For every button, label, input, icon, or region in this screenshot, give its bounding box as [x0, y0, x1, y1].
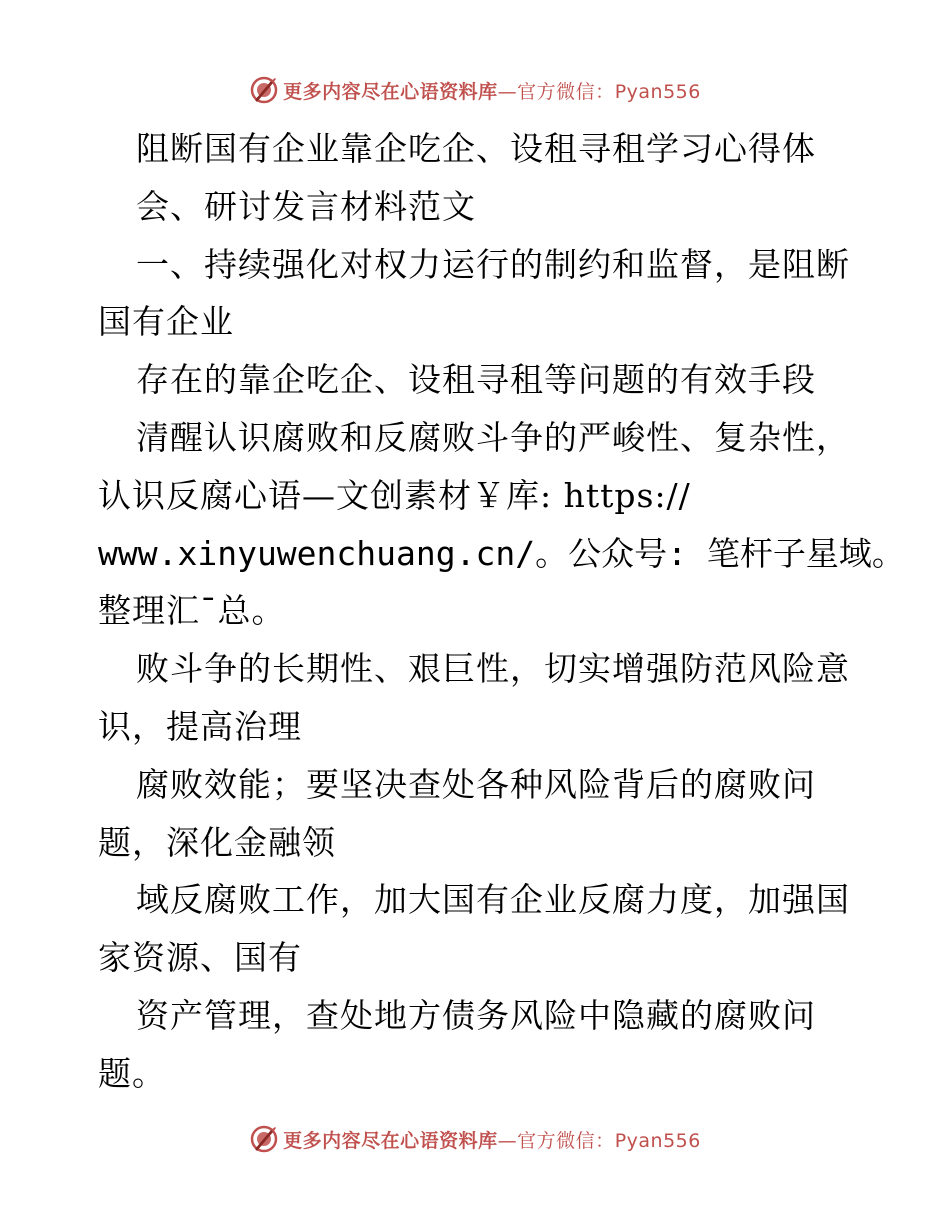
paragraph-line: 家资源、国有 [98, 938, 302, 978]
paragraph-line: 败斗争的长期性、艰巨性，切实增强防范风险意 [136, 649, 850, 689]
paragraph-line: 存在的靠企吃企、设租寻租等问题的有效手段 [136, 360, 816, 400]
paragraph-line: 整理汇¯总。 [98, 591, 286, 631]
section-heading-line: 一、持续强化对权力运行的制约和监督，是阻断 [136, 244, 850, 284]
paragraph-line: 题，深化金融领 [98, 822, 336, 862]
banner-wechat-id: Pyan556 [614, 80, 701, 103]
banner-wechat-label: 官方微信： [517, 1129, 615, 1152]
paragraph-line: 题。 [98, 1053, 166, 1093]
document-title-line-1: 阻断国有企业靠企吃企、设租寻租学习心得体 [136, 129, 816, 168]
paragraph-line: 资产管理，查处地方债务风险中隐藏的腐败问 [136, 995, 816, 1035]
paragraph-line: 识，提高治理 [98, 706, 302, 746]
paragraph-line: 腐败效能；要坚决查处各种风险背后的腐败问 [136, 764, 816, 804]
banner-text [283, 1126, 701, 1153]
footer-banner [0, 1122, 950, 1156]
banner-site-name: 更多内容尽在心语资料库 [283, 1129, 498, 1152]
paragraph-line: 域反腐败工作，加大国有企业反腐力度，加强国 [136, 880, 850, 920]
section-heading-line: 国有企业 [98, 302, 234, 342]
banner-dash: — [497, 80, 518, 103]
brand-logo-icon [249, 75, 279, 105]
banner-text [283, 77, 701, 104]
banner-wechat-id: Pyan556 [614, 1129, 701, 1152]
paragraph-line: 认识反腐心语—文创素材￥库: https:// [98, 475, 691, 515]
paragraph-line: 清醒认识腐败和反腐败斗争的严峻性、复杂性， [136, 417, 850, 457]
banner-site-name: 更多内容尽在心语资料库 [283, 80, 498, 103]
paragraph-line-url: www.xinyuwenchuang.cn/。公众号: 笔杆子星域。 [98, 533, 905, 573]
document-title-line-2: 会、研讨发言材料范文 [136, 186, 476, 226]
header-banner [0, 73, 950, 107]
document-body [98, 120, 905, 1103]
banner-dash: — [497, 1129, 518, 1152]
brand-logo-icon [249, 1124, 279, 1154]
banner-wechat-label: 官方微信： [517, 80, 615, 103]
